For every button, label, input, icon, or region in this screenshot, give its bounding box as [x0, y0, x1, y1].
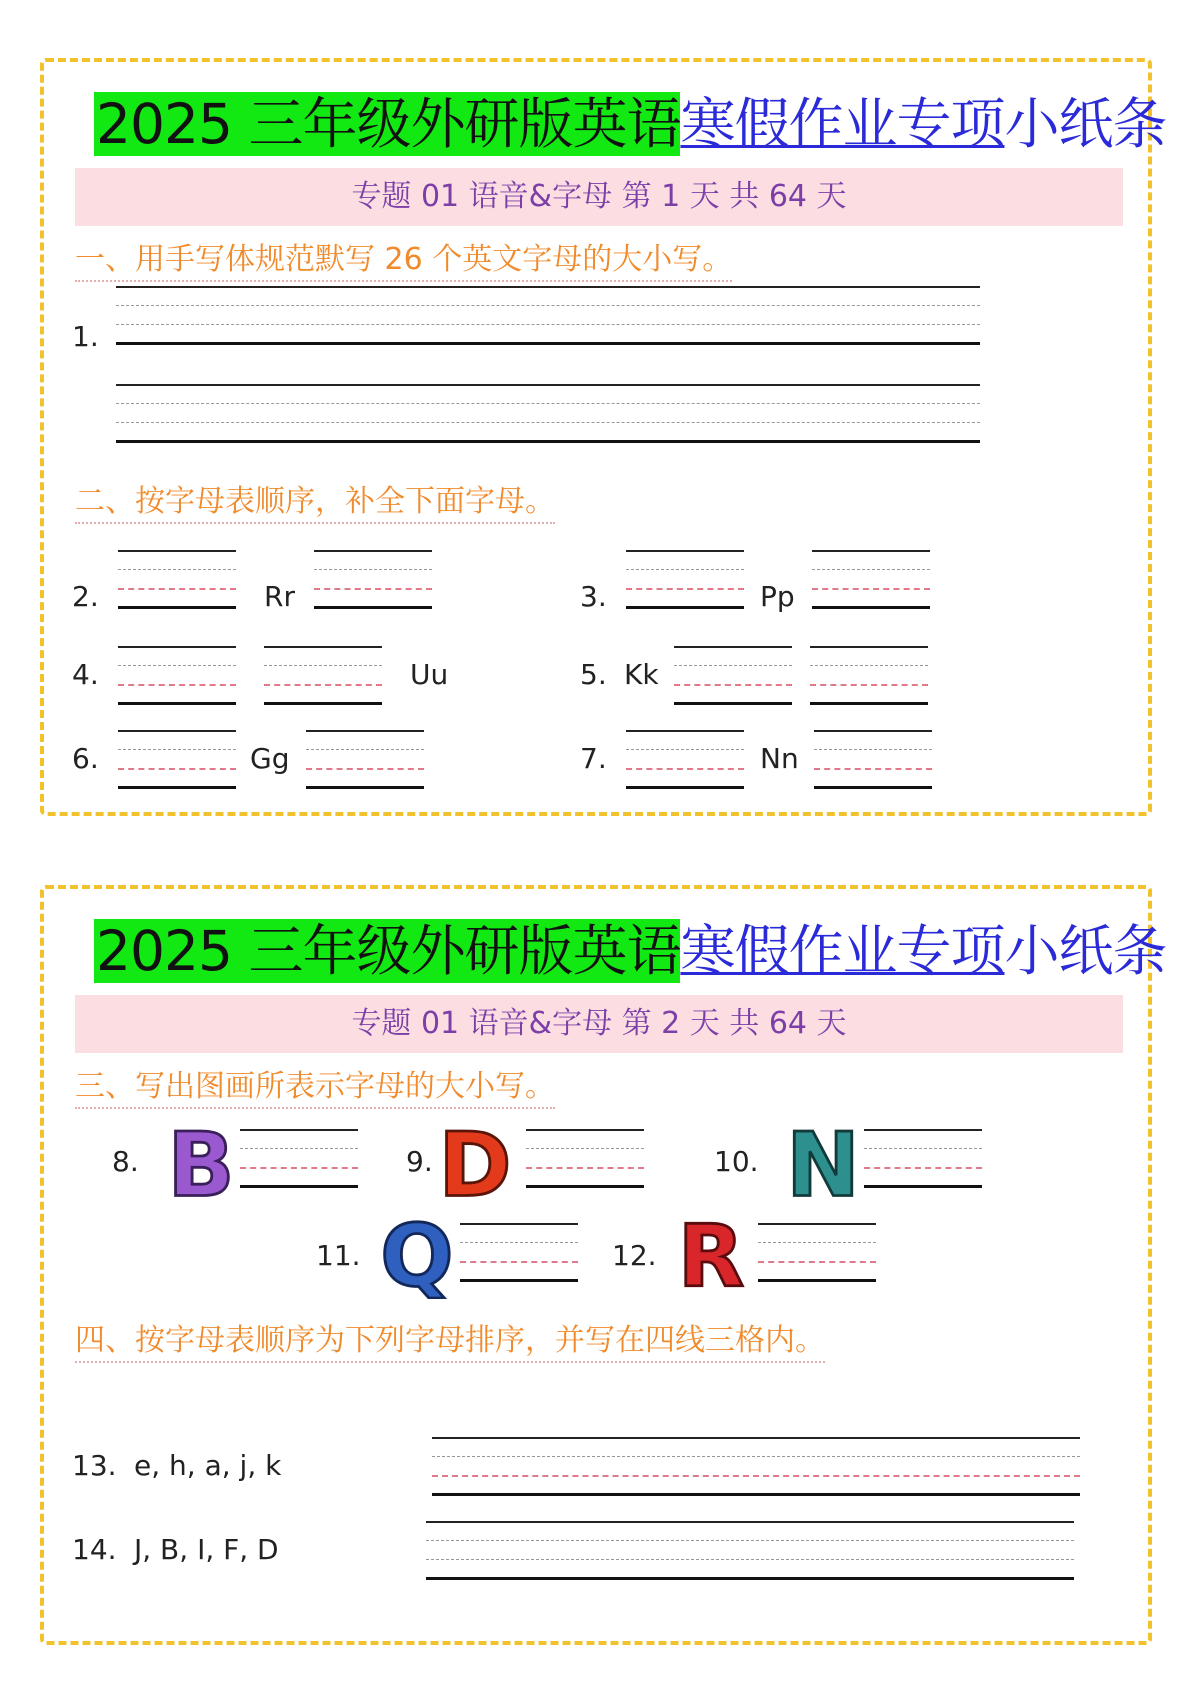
question-number: 7.: [580, 742, 607, 775]
given-letter: Nn: [760, 742, 799, 775]
worksheet-day-2: [40, 885, 1167, 1645]
section-1-heading: 一、用手写体规范默写 26 个英文字母的大小写。: [75, 234, 732, 282]
question-number: 4.: [72, 658, 99, 691]
question-number: 14.: [72, 1533, 117, 1566]
letter-n-picture: [784, 1121, 862, 1207]
letter-r-glyph: R: [677, 1213, 745, 1299]
letter-b-glyph: B: [167, 1121, 235, 1207]
title-blue-part: 小纸条: [1004, 92, 1167, 156]
letter-d-picture: [436, 1121, 514, 1207]
question-number: 13.: [72, 1449, 117, 1482]
question-number: 6.: [72, 742, 99, 775]
section-4-heading: 四、按字母表顺序为下列字母排序，并写在四线三格内。: [75, 1315, 825, 1363]
title-green-part: 2025 三年级外研版英语: [96, 92, 681, 156]
section-3-heading: 三、写出图画所表示字母的大小写。: [75, 1061, 555, 1109]
day-subtitle: 专题 01 语音&字母 第 2 天 共 64 天: [75, 995, 1123, 1053]
letter-d-glyph: D: [438, 1121, 512, 1207]
title-green-part: 2025 三年级外研版英语: [96, 919, 681, 983]
question-number: 2.: [72, 580, 99, 613]
title-underlined-part: 寒假作业专项: [680, 919, 1005, 983]
question-number: 5.: [580, 658, 607, 691]
title-blue-part: 小纸条: [1004, 919, 1167, 983]
worksheet-title: [94, 78, 1167, 170]
question-number: 10.: [714, 1145, 759, 1178]
worksheet-day-1: [40, 58, 1167, 816]
question-number: 12.: [612, 1239, 657, 1272]
letter-q-glyph: Q: [380, 1213, 454, 1299]
question-number: 3.: [580, 580, 607, 613]
given-letter: Gg: [250, 742, 290, 775]
question-number: 11.: [316, 1239, 361, 1272]
given-letter: Uu: [410, 658, 449, 691]
question-number: 1.: [72, 320, 99, 353]
title-underlined-part: 寒假作业专项: [680, 92, 1005, 156]
letter-q-picture: [378, 1213, 456, 1299]
letter-b-picture: [162, 1121, 240, 1207]
letters-to-sort: e, h, a, j, k: [134, 1449, 282, 1482]
given-letter: Pp: [760, 580, 795, 613]
day-subtitle: 专题 01 语音&字母 第 1 天 共 64 天: [75, 168, 1123, 226]
question-number: 9.: [406, 1145, 433, 1178]
letter-n-glyph: N: [786, 1121, 860, 1207]
section-2-heading: 二、按字母表顺序，补全下面字母。: [75, 476, 555, 524]
letters-to-sort: J, B, I, F, D: [134, 1533, 279, 1566]
question-number: 8.: [112, 1145, 139, 1178]
given-letter: Kk: [624, 658, 659, 691]
worksheet-title: [94, 905, 1167, 997]
given-letter: Rr: [264, 580, 295, 613]
letter-r-picture: [672, 1213, 750, 1299]
